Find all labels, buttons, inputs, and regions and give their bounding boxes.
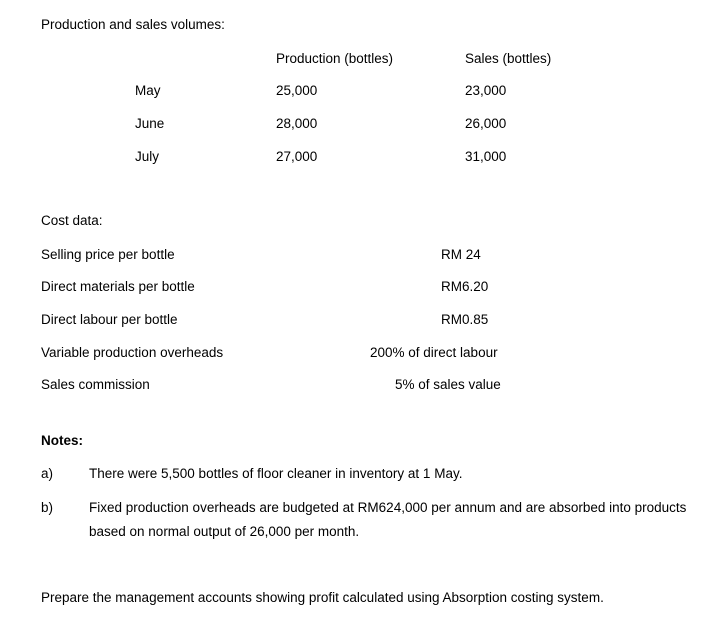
note-marker: a) [41, 466, 54, 481]
row-sales: 26,000 [465, 116, 507, 131]
row-month: July [135, 149, 160, 164]
row-month: May [135, 83, 161, 98]
cost-value: 5% of sales value [395, 377, 501, 392]
cost-label: Selling price per bottle [41, 247, 175, 262]
row-sales: 23,000 [465, 83, 507, 98]
notes-heading: Notes: [41, 433, 84, 448]
note-text: There were 5,500 bottles of floor cleaner in inventory at 1 May. [89, 466, 463, 481]
cost-heading: Cost data: [41, 213, 103, 228]
note-marker: b) [41, 500, 54, 515]
row-production: 27,000 [276, 149, 318, 164]
cost-label: Direct materials per bottle [41, 279, 195, 294]
col-header-production: Production (bottles) [276, 51, 394, 66]
row-month: June [135, 116, 165, 131]
cost-value: RM6.20 [441, 279, 489, 294]
cost-label: Variable production overheads [41, 345, 224, 360]
col-header-sales: Sales (bottles) [465, 51, 552, 66]
row-production: 28,000 [276, 116, 318, 131]
row-production: 25,000 [276, 83, 318, 98]
row-sales: 31,000 [465, 149, 507, 164]
cost-label: Direct labour per bottle [41, 312, 178, 327]
note-text: Fixed production overheads are budgeted at RM624,000 per annum and are absorbed into products based on normal output of 26,000 per month. [89, 500, 687, 539]
instruction-text: Prepare the management accounts showing profit calculated using Absorption costing system. [41, 590, 604, 605]
cost-value: RM0.85 [441, 312, 489, 327]
cost-label: Sales commission [41, 377, 150, 392]
cost-value: RM 24 [441, 247, 481, 262]
cost-value: 200% of direct labour [370, 345, 498, 360]
volumes-heading: Production and sales volumes: [41, 17, 225, 32]
